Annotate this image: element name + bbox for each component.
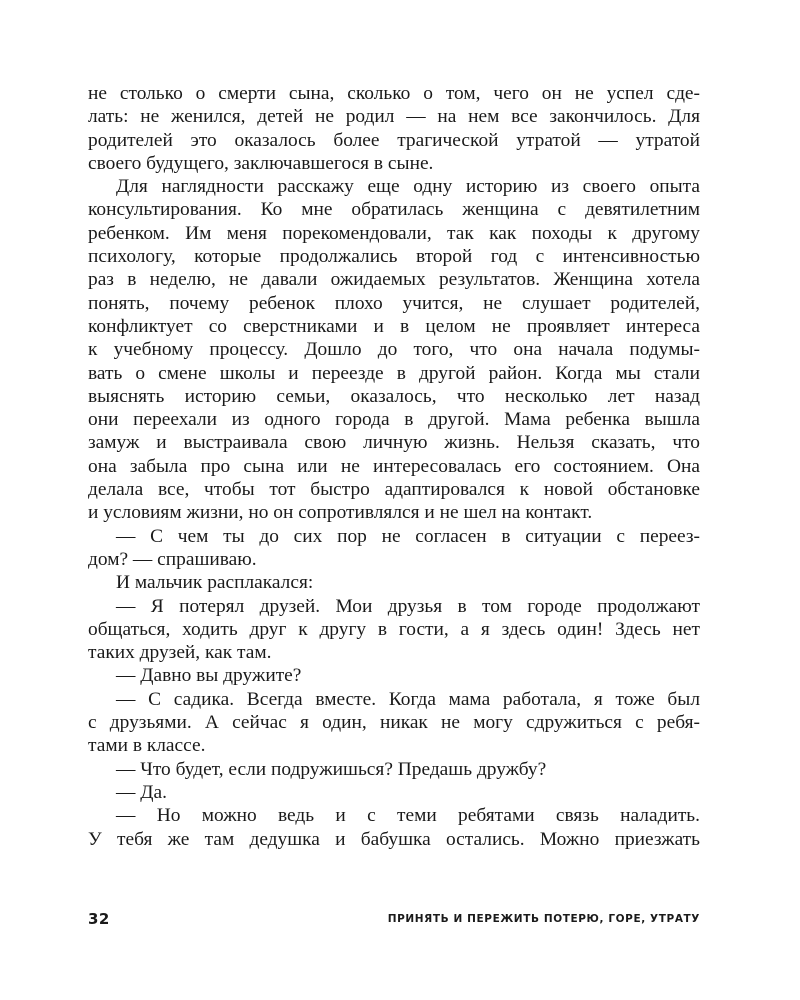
dialogue-line: У тебя же там дедушка и бабушка остались. Можно приезжать <box>88 828 700 850</box>
page-number: 32 <box>88 910 110 928</box>
text-line: не столько о смерти сына, сколько о том, чего он не успел сде- <box>88 83 700 104</box>
text-line: понять, почему ребенок плохо учится, не слушает родителей, <box>88 292 700 314</box>
dialogue-line: общаться, ходить друг к другу в гости, а я здесь один! Здесь нет <box>88 618 700 640</box>
text-line: консультирования. Ко мне обратилась женщина с девятилетним <box>88 199 700 221</box>
page-footer <box>88 910 700 934</box>
text-line: своего будущего, заключавшегося в сыне. <box>88 152 434 174</box>
page-body <box>88 82 700 882</box>
text-line: они переехали из одного города в другой. Мама ребенка вышла <box>88 409 700 431</box>
running-title: ПРИНЯТЬ И ПЕРЕЖИТЬ ПОТЕРЮ, ГОРЕ, УТРАТУ <box>387 913 700 925</box>
dialogue-line: — С садика. Всегда вместе. Когда мама работала, я тоже был <box>116 688 700 710</box>
dialogue-line: — Я потерял друзей. Мои друзья в том городе продолжают <box>116 595 700 617</box>
dialogue-line: — Но можно ведь и с теми ребятами связь наладить. <box>116 805 700 827</box>
text-line: И мальчик расплакался: <box>116 572 314 594</box>
text-line: замуж и выстраивала свою личную жизнь. Нельзя сказать, что <box>88 432 700 454</box>
body-text <box>88 82 700 851</box>
text-line: Для наглядности расскажу еще одну историю из своего опыта <box>116 176 700 198</box>
text-line: к учебному процессу. Дошло до того, что она начала подумы- <box>88 339 700 361</box>
dialogue-line: — Что будет, если подружишься? Предашь дружбу? <box>116 758 547 780</box>
text-line: конфликтует со сверстниками и в целом не проявляет интереса <box>88 315 700 337</box>
dialogue-line: с друзьями. А сейчас я один, никак не могу сдружиться с ребя- <box>88 712 700 734</box>
dialogue-line: — Да. <box>116 781 167 803</box>
text-line: вать о смене школы и переезде в другой район. Когда мы стали <box>88 362 700 384</box>
dialogue-line: дом? — спрашиваю. <box>88 548 257 570</box>
dialogue-line: — С чем ты до сих пор не согласен в ситуации с переез- <box>116 525 700 547</box>
text-line: делала все, чтобы тот быстро адаптировался к новой обстановке <box>88 479 700 501</box>
dialogue-line: таких друзей, как там. <box>88 642 272 664</box>
text-line: лать: не женился, детей не родил — на нем все закончилось. Для <box>88 106 700 128</box>
text-line: раз в неделю, не давали ожидаемых результатов. Женщина хотела <box>88 269 700 291</box>
text-line: и условиям жизни, но он сопротивлялся и не шел на контакт. <box>88 502 593 524</box>
text-line: психологу, которые продолжались второй год с интенсивностью <box>88 246 700 268</box>
text-line: родителей это оказалось более трагической утратой — утратой <box>88 129 700 151</box>
text-line: выяснять историю семьи, оказалось, что несколько лет назад <box>88 385 700 407</box>
text-line: ребенком. Им меня порекомендовали, так как походы к другому <box>88 222 700 244</box>
text-line: она забыла про сына или не интересовалась его состоянием. Она <box>88 455 700 477</box>
dialogue-line: — Давно вы дружите? <box>116 665 302 687</box>
dialogue-line: тами в классе. <box>88 735 206 757</box>
